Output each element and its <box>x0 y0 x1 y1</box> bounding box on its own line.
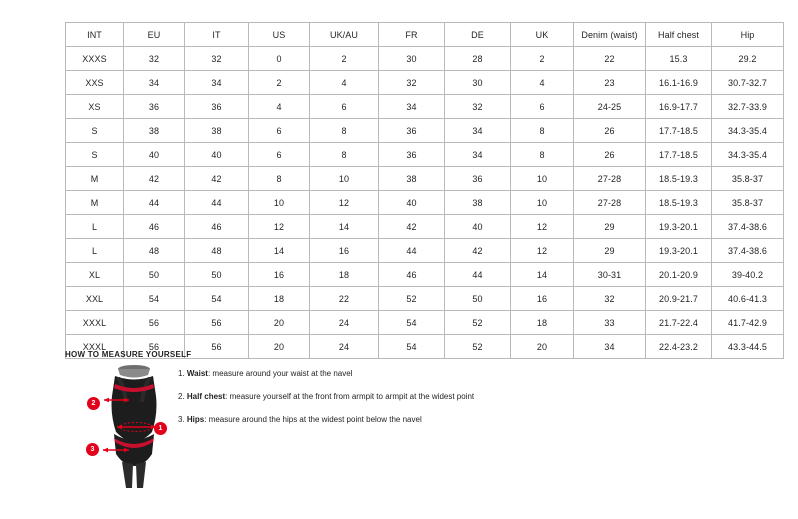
cell-de: 40 <box>445 215 511 239</box>
cell-de: 52 <box>445 311 511 335</box>
cell-int: XXXS <box>66 47 124 71</box>
cell-eu: 38 <box>124 119 185 143</box>
column-header-it: IT <box>185 23 249 47</box>
cell-fr: 34 <box>379 95 445 119</box>
cell-eu: 32 <box>124 47 185 71</box>
cell-fr: 30 <box>379 47 445 71</box>
cell-hip: 30.7-32.7 <box>712 71 784 95</box>
cell-uk: 4 <box>511 71 574 95</box>
callout-badge-1: 1 <box>154 422 167 435</box>
cell-de: 42 <box>445 239 511 263</box>
cell-hip: 39-40.2 <box>712 263 784 287</box>
mannequin-illustration <box>84 362 184 492</box>
size-chart-table <box>65 22 784 359</box>
cell-de: 28 <box>445 47 511 71</box>
cell-denim-waist: 27-28 <box>574 167 646 191</box>
cell-us: 4 <box>249 95 310 119</box>
cell-half-chest: 19.3-20.1 <box>646 239 712 263</box>
cell-int: L <box>66 215 124 239</box>
cell-int: S <box>66 143 124 167</box>
cell-half-chest: 19.3-20.1 <box>646 215 712 239</box>
cell-it: 38 <box>185 119 249 143</box>
cell-uk-au: 16 <box>310 239 379 263</box>
cell-denim-waist: 29 <box>574 239 646 263</box>
size-chart-container <box>65 22 767 359</box>
cell-hip: 43.3-44.5 <box>712 335 784 359</box>
cell-it: 56 <box>185 335 249 359</box>
column-header-fr: FR <box>379 23 445 47</box>
cell-us: 16 <box>249 263 310 287</box>
cell-int: L <box>66 239 124 263</box>
cell-half-chest: 16.1-16.9 <box>646 71 712 95</box>
cell-uk-au: 24 <box>310 311 379 335</box>
cell-eu: 50 <box>124 263 185 287</box>
cell-fr: 52 <box>379 287 445 311</box>
table-row <box>66 239 784 263</box>
cell-eu: 44 <box>124 191 185 215</box>
cell-denim-waist: 27-28 <box>574 191 646 215</box>
cell-eu: 54 <box>124 287 185 311</box>
cell-uk-au: 22 <box>310 287 379 311</box>
cell-int: XXXL <box>66 335 124 359</box>
cell-denim-waist: 23 <box>574 71 646 95</box>
measure-description: : measure around your waist at the navel <box>207 369 353 378</box>
cell-us: 0 <box>249 47 310 71</box>
column-header-de: DE <box>445 23 511 47</box>
table-row <box>66 263 784 287</box>
cell-uk: 20 <box>511 335 574 359</box>
how-to-measure-list <box>178 368 578 437</box>
cell-it: 56 <box>185 311 249 335</box>
cell-de: 32 <box>445 95 511 119</box>
cell-half-chest: 18.5-19.3 <box>646 191 712 215</box>
measure-term: Half chest <box>186 392 226 401</box>
cell-it: 48 <box>185 239 249 263</box>
cell-eu: 42 <box>124 167 185 191</box>
cell-denim-waist: 24-25 <box>574 95 646 119</box>
cell-it: 42 <box>185 167 249 191</box>
cell-it: 46 <box>185 215 249 239</box>
mannequin-icon <box>84 362 184 492</box>
cell-half-chest: 20.1-20.9 <box>646 263 712 287</box>
cell-uk-au: 24 <box>310 335 379 359</box>
cell-eu: 46 <box>124 215 185 239</box>
cell-uk-au: 12 <box>310 191 379 215</box>
cell-hip: 35.8-37 <box>712 191 784 215</box>
cell-us: 8 <box>249 167 310 191</box>
cell-fr: 38 <box>379 167 445 191</box>
cell-us: 18 <box>249 287 310 311</box>
cell-it: 40 <box>185 143 249 167</box>
cell-de: 34 <box>445 119 511 143</box>
cell-uk: 12 <box>511 239 574 263</box>
cell-eu: 34 <box>124 71 185 95</box>
cell-uk-au: 18 <box>310 263 379 287</box>
cell-half-chest: 15.3 <box>646 47 712 71</box>
list-item <box>178 368 578 379</box>
cell-us: 6 <box>249 119 310 143</box>
cell-half-chest: 17.7-18.5 <box>646 143 712 167</box>
table-row <box>66 71 784 95</box>
cell-hip: 29.2 <box>712 47 784 71</box>
cell-hip: 41.7-42.9 <box>712 311 784 335</box>
measure-description: : measure around the hips at the widest point below the navel <box>204 415 422 424</box>
table-row <box>66 119 784 143</box>
cell-fr: 36 <box>379 143 445 167</box>
how-to-measure-title: HOW TO MEASURE YOURSELF <box>65 350 192 359</box>
cell-us: 2 <box>249 71 310 95</box>
cell-uk-au: 6 <box>310 95 379 119</box>
cell-half-chest: 21.7-22.4 <box>646 311 712 335</box>
cell-de: 30 <box>445 71 511 95</box>
cell-uk: 6 <box>511 95 574 119</box>
cell-int: XS <box>66 95 124 119</box>
cell-us: 10 <box>249 191 310 215</box>
cell-int: M <box>66 191 124 215</box>
cell-int: XXS <box>66 71 124 95</box>
column-header-uk: UK <box>511 23 574 47</box>
cell-de: 44 <box>445 263 511 287</box>
cell-eu: 36 <box>124 95 185 119</box>
cell-hip: 40.6-41.3 <box>712 287 784 311</box>
cell-denim-waist: 26 <box>574 143 646 167</box>
callout-badge-3: 3 <box>86 443 99 456</box>
table-row <box>66 167 784 191</box>
cell-uk: 18 <box>511 311 574 335</box>
measure-description: : measure yourself at the front from armpit to armpit at the widest point <box>225 392 475 401</box>
cell-eu: 56 <box>124 311 185 335</box>
cell-half-chest: 16.9-17.7 <box>646 95 712 119</box>
cell-fr: 42 <box>379 215 445 239</box>
cell-eu: 56 <box>124 335 185 359</box>
measure-term: Waist <box>186 369 208 378</box>
cell-us: 6 <box>249 143 310 167</box>
cell-hip: 37.4-38.6 <box>712 215 784 239</box>
cell-denim-waist: 34 <box>574 335 646 359</box>
table-row <box>66 95 784 119</box>
list-item <box>178 391 578 402</box>
cell-half-chest: 20.9-21.7 <box>646 287 712 311</box>
column-header-us: US <box>249 23 310 47</box>
cell-it: 54 <box>185 287 249 311</box>
cell-fr: 54 <box>379 311 445 335</box>
cell-int: XXXL <box>66 311 124 335</box>
table-row <box>66 311 784 335</box>
cell-it: 50 <box>185 263 249 287</box>
cell-uk: 16 <box>511 287 574 311</box>
column-header-denim-waist: Denim (waist) <box>574 23 646 47</box>
cell-int: S <box>66 119 124 143</box>
cell-uk: 8 <box>511 119 574 143</box>
cell-int: XXL <box>66 287 124 311</box>
measure-step-number: 1. <box>178 369 185 378</box>
cell-uk-au: 8 <box>310 143 379 167</box>
callout-badge-2: 2 <box>87 397 100 410</box>
cell-int: XL <box>66 263 124 287</box>
cell-uk: 14 <box>511 263 574 287</box>
cell-uk: 8 <box>511 143 574 167</box>
cell-denim-waist: 26 <box>574 119 646 143</box>
measure-term: Hips <box>186 415 205 424</box>
cell-de: 50 <box>445 287 511 311</box>
cell-us: 20 <box>249 335 310 359</box>
cell-half-chest: 17.7-18.5 <box>646 119 712 143</box>
cell-de: 36 <box>445 167 511 191</box>
cell-half-chest: 18.5-19.3 <box>646 167 712 191</box>
cell-fr: 46 <box>379 263 445 287</box>
table-header-row <box>66 23 784 47</box>
cell-eu: 40 <box>124 143 185 167</box>
cell-fr: 36 <box>379 119 445 143</box>
cell-denim-waist: 29 <box>574 215 646 239</box>
cell-uk: 12 <box>511 215 574 239</box>
cell-fr: 54 <box>379 335 445 359</box>
cell-denim-waist: 30-31 <box>574 263 646 287</box>
cell-us: 20 <box>249 311 310 335</box>
column-header-int: INT <box>66 23 124 47</box>
column-header-hip: Hip <box>712 23 784 47</box>
column-header-eu: EU <box>124 23 185 47</box>
cell-de: 52 <box>445 335 511 359</box>
cell-denim-waist: 22 <box>574 47 646 71</box>
cell-it: 32 <box>185 47 249 71</box>
cell-uk: 10 <box>511 191 574 215</box>
cell-hip: 32.7-33.9 <box>712 95 784 119</box>
cell-uk: 10 <box>511 167 574 191</box>
cell-uk-au: 4 <box>310 71 379 95</box>
cell-it: 44 <box>185 191 249 215</box>
cell-denim-waist: 32 <box>574 287 646 311</box>
cell-fr: 32 <box>379 71 445 95</box>
table-row <box>66 191 784 215</box>
cell-de: 38 <box>445 191 511 215</box>
cell-hip: 37.4-38.6 <box>712 239 784 263</box>
cell-it: 36 <box>185 95 249 119</box>
cell-half-chest: 22.4-23.2 <box>646 335 712 359</box>
measure-step-number: 2. <box>178 392 185 401</box>
measure-step-number: 3. <box>178 415 185 424</box>
column-header-half-chest: Half chest <box>646 23 712 47</box>
cell-hip: 35.8-37 <box>712 167 784 191</box>
cell-uk-au: 10 <box>310 167 379 191</box>
cell-it: 34 <box>185 71 249 95</box>
cell-uk-au: 8 <box>310 119 379 143</box>
cell-us: 12 <box>249 215 310 239</box>
table-row <box>66 215 784 239</box>
list-item <box>178 414 578 425</box>
cell-int: M <box>66 167 124 191</box>
table-row <box>66 287 784 311</box>
cell-hip: 34.3-35.4 <box>712 143 784 167</box>
cell-de: 34 <box>445 143 511 167</box>
cell-fr: 44 <box>379 239 445 263</box>
column-header-uk-au: UK/AU <box>310 23 379 47</box>
cell-eu: 48 <box>124 239 185 263</box>
table-row <box>66 143 784 167</box>
table-row <box>66 47 784 71</box>
cell-uk-au: 2 <box>310 47 379 71</box>
cell-us: 14 <box>249 239 310 263</box>
cell-uk-au: 14 <box>310 215 379 239</box>
cell-fr: 40 <box>379 191 445 215</box>
cell-hip: 34.3-35.4 <box>712 119 784 143</box>
cell-denim-waist: 33 <box>574 311 646 335</box>
cell-uk: 2 <box>511 47 574 71</box>
